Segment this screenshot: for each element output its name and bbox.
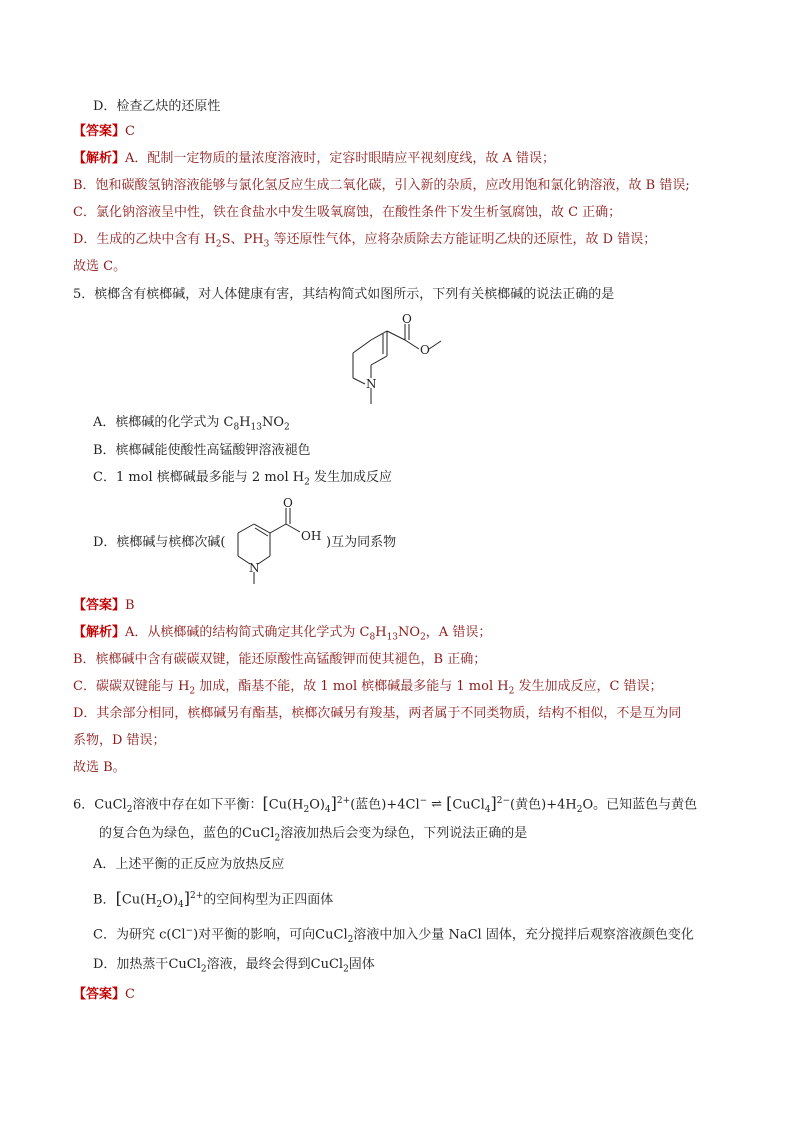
text: 。已知蓝色与黄色	[593, 797, 698, 813]
text: (蓝色)	[350, 797, 387, 813]
text: +4Cl	[386, 797, 420, 813]
answer-value: C	[125, 987, 135, 1002]
text: 加成，酯基不能，故 1 mol 槟榔碱最多能与 1 mol H	[195, 679, 509, 694]
q5-answer	[73, 597, 135, 615]
text: 的复合色为绿色，蓝色的	[99, 826, 243, 841]
q5-analysis-d1: D．其余部分相同，槟榔碱另有酯基，槟榔次碱另有羧基，两者属于不同类物质，结构不相似，不是互为同	[73, 706, 682, 721]
text: CuCl	[94, 797, 127, 813]
q6-answer	[73, 986, 135, 1004]
q4-conclusion: 故选 C。	[73, 259, 127, 274]
q6-stem-line1	[73, 792, 697, 819]
mol-o-label: O	[420, 343, 430, 357]
sub: 4	[178, 899, 184, 910]
sub: 2	[215, 239, 222, 250]
sub: 2	[420, 632, 426, 643]
bracket: [	[262, 793, 269, 813]
sub: 2	[576, 804, 583, 815]
sub: 4	[324, 804, 331, 815]
text: C．为研究 c(Cl	[93, 927, 186, 943]
bracket: [	[115, 888, 122, 908]
bracket: ]	[490, 793, 497, 813]
text: A．从槟榔碱的结构简式确定其化学式为 C	[125, 625, 370, 640]
text: ，A 错误；	[425, 625, 492, 640]
bracket: [	[446, 793, 453, 813]
mol2-oh-label: OH	[301, 529, 322, 543]
text: 溶液中存在如下平衡：	[132, 797, 263, 813]
text: O	[582, 797, 594, 813]
sub: 2	[274, 833, 281, 844]
q5-option-a	[93, 414, 290, 437]
sub: 2	[303, 804, 310, 815]
sub: 2	[156, 899, 163, 910]
bracket: ]	[183, 888, 190, 908]
text: A．槟榔碱的化学式为 C	[93, 415, 234, 430]
q4-analysis-d	[73, 231, 656, 254]
q5-analysis-c	[73, 678, 663, 701]
sub: 8	[369, 632, 376, 643]
sup: 2+	[190, 891, 204, 901]
q6-option-c	[93, 922, 694, 949]
q6-option-d	[93, 956, 375, 979]
text: 发生加成反应	[309, 470, 392, 485]
text: 等还原性气体，应将杂质除去方能证明乙炔的还原性，故 D 错误；	[269, 232, 657, 247]
text: Cu(H	[121, 892, 157, 908]
sub: 2	[284, 422, 290, 433]
q5-analysis-b: B．槟榔碱中含有碳碳双键，能还原酸性高锰酸钾而使其褪色，B 正确；	[73, 652, 487, 667]
sup: −	[185, 926, 194, 936]
text: 6．	[73, 797, 95, 813]
sub: 2	[189, 686, 196, 697]
text: O)	[309, 797, 325, 813]
answer-tag: 【答案】	[73, 987, 126, 1002]
text: C．1 mol 槟榔碱最多能与 2 mol H	[93, 470, 305, 485]
sub: 2	[343, 964, 349, 975]
text: 溶液中加入少量 NaCl 固体，充分搅拌后观察溶液颜色变化	[353, 927, 694, 943]
q4-option-d: D．检查乙炔的还原性	[93, 99, 221, 114]
sub: 8	[233, 422, 240, 433]
sub: 2	[347, 934, 354, 945]
answer-tag: 【答案】	[73, 598, 126, 613]
mol2-o-label: O	[283, 496, 293, 510]
text: +4H	[546, 797, 577, 813]
text: C．碳碳双键能与 H	[73, 679, 190, 694]
text: 发生加成反应，C 错误；	[514, 679, 663, 694]
answer-tag: 【答案】	[73, 124, 126, 139]
q6-option-a: A．上述平衡的正反应为放热反应	[93, 857, 285, 872]
text: CuCl	[168, 957, 201, 972]
analysis-tag: 【解析】	[73, 151, 126, 166]
q6-option-b	[93, 887, 333, 914]
text: B．	[93, 892, 116, 908]
q5-option-b: B．槟榔碱能使酸性高锰酸钾溶液褪色	[93, 443, 311, 458]
sub: 4	[484, 804, 491, 815]
q5-analysis-a	[73, 624, 491, 647]
mol2-n-label: N	[249, 561, 260, 575]
text: CuCl	[242, 826, 275, 841]
sub: 2	[508, 686, 515, 697]
text: O)	[162, 892, 179, 908]
text: 溶液加热后会变为绿色，下列说法正确的是	[280, 826, 528, 841]
sup: −	[419, 796, 428, 806]
bracket: ]	[330, 793, 337, 813]
q5-analysis-d2: 系物，D 错误；	[73, 733, 166, 748]
text: NO	[398, 625, 421, 640]
q5-option-d-pre: D．槟榔碱与槟榔次碱(	[93, 535, 226, 550]
sub: 2	[200, 964, 207, 975]
answer-value: C	[125, 124, 135, 139]
analysis-tag: 【解析】	[73, 625, 126, 640]
sub: 13	[250, 422, 262, 433]
arecoline-structure	[335, 312, 450, 407]
q4-analysis-a	[73, 150, 555, 168]
q6-stem-line2	[99, 825, 527, 848]
q5-conclusion: 故选 B。	[73, 760, 126, 775]
text: 固体	[348, 957, 375, 972]
sub: 2	[126, 804, 133, 815]
text: )对平衡的影响，可向	[193, 927, 316, 943]
text: CuCl	[310, 957, 344, 972]
text: S、PH	[221, 232, 264, 247]
text: H	[375, 625, 387, 640]
q4-answer	[73, 123, 135, 141]
text: 的空间构型为正四面体	[203, 892, 334, 908]
q5-option-c	[93, 469, 392, 492]
sup: 2+	[336, 796, 351, 806]
text: 溶液，最终会得到	[206, 957, 311, 972]
sup: 2−	[496, 796, 511, 806]
text: D．生成的乙炔中含有 H	[73, 232, 216, 247]
answer-value: B	[125, 598, 135, 613]
sub: 3	[263, 239, 270, 250]
text: NO	[262, 415, 285, 430]
mol-n-label: N	[366, 377, 377, 391]
arecaidine-structure	[228, 496, 328, 588]
mol-o-label: O	[402, 312, 412, 326]
text: D．加热蒸干	[93, 957, 169, 972]
q4-analysis-b: B．饱和碳酸氢钠溶液能够与氯化氢反应生成二氧化碳，引入新的杂质，应改用饱和氯化钠溶液，故 B 错误;	[73, 178, 690, 193]
analysis-a-text: A．配制一定物质的量浓度溶液时，定容时眼睛应平视刻度线，故 A 错误；	[125, 151, 556, 166]
equilibrium-arrow: ⇌	[431, 797, 443, 813]
text: CuCl	[452, 797, 485, 813]
text: CuCl	[315, 927, 348, 943]
q5-option-d-post: )互为同系物	[326, 535, 397, 550]
q4-analysis-c: C．氯化钠溶液呈中性，铁在食盐水中发生吸氧腐蚀，在酸性条件下发生析氢腐蚀，故 C 正确；	[73, 205, 622, 220]
sub: 2	[304, 477, 310, 488]
sub: 13	[386, 632, 399, 643]
q5-stem: 5．槟榔含有槟榔碱，对人体健康有害，其结构简式如图所示，下列有关槟榔碱的说法正确的是	[73, 287, 615, 302]
text: (黄色)	[510, 797, 547, 813]
text: H	[239, 415, 251, 430]
text: Cu(H	[268, 797, 304, 813]
